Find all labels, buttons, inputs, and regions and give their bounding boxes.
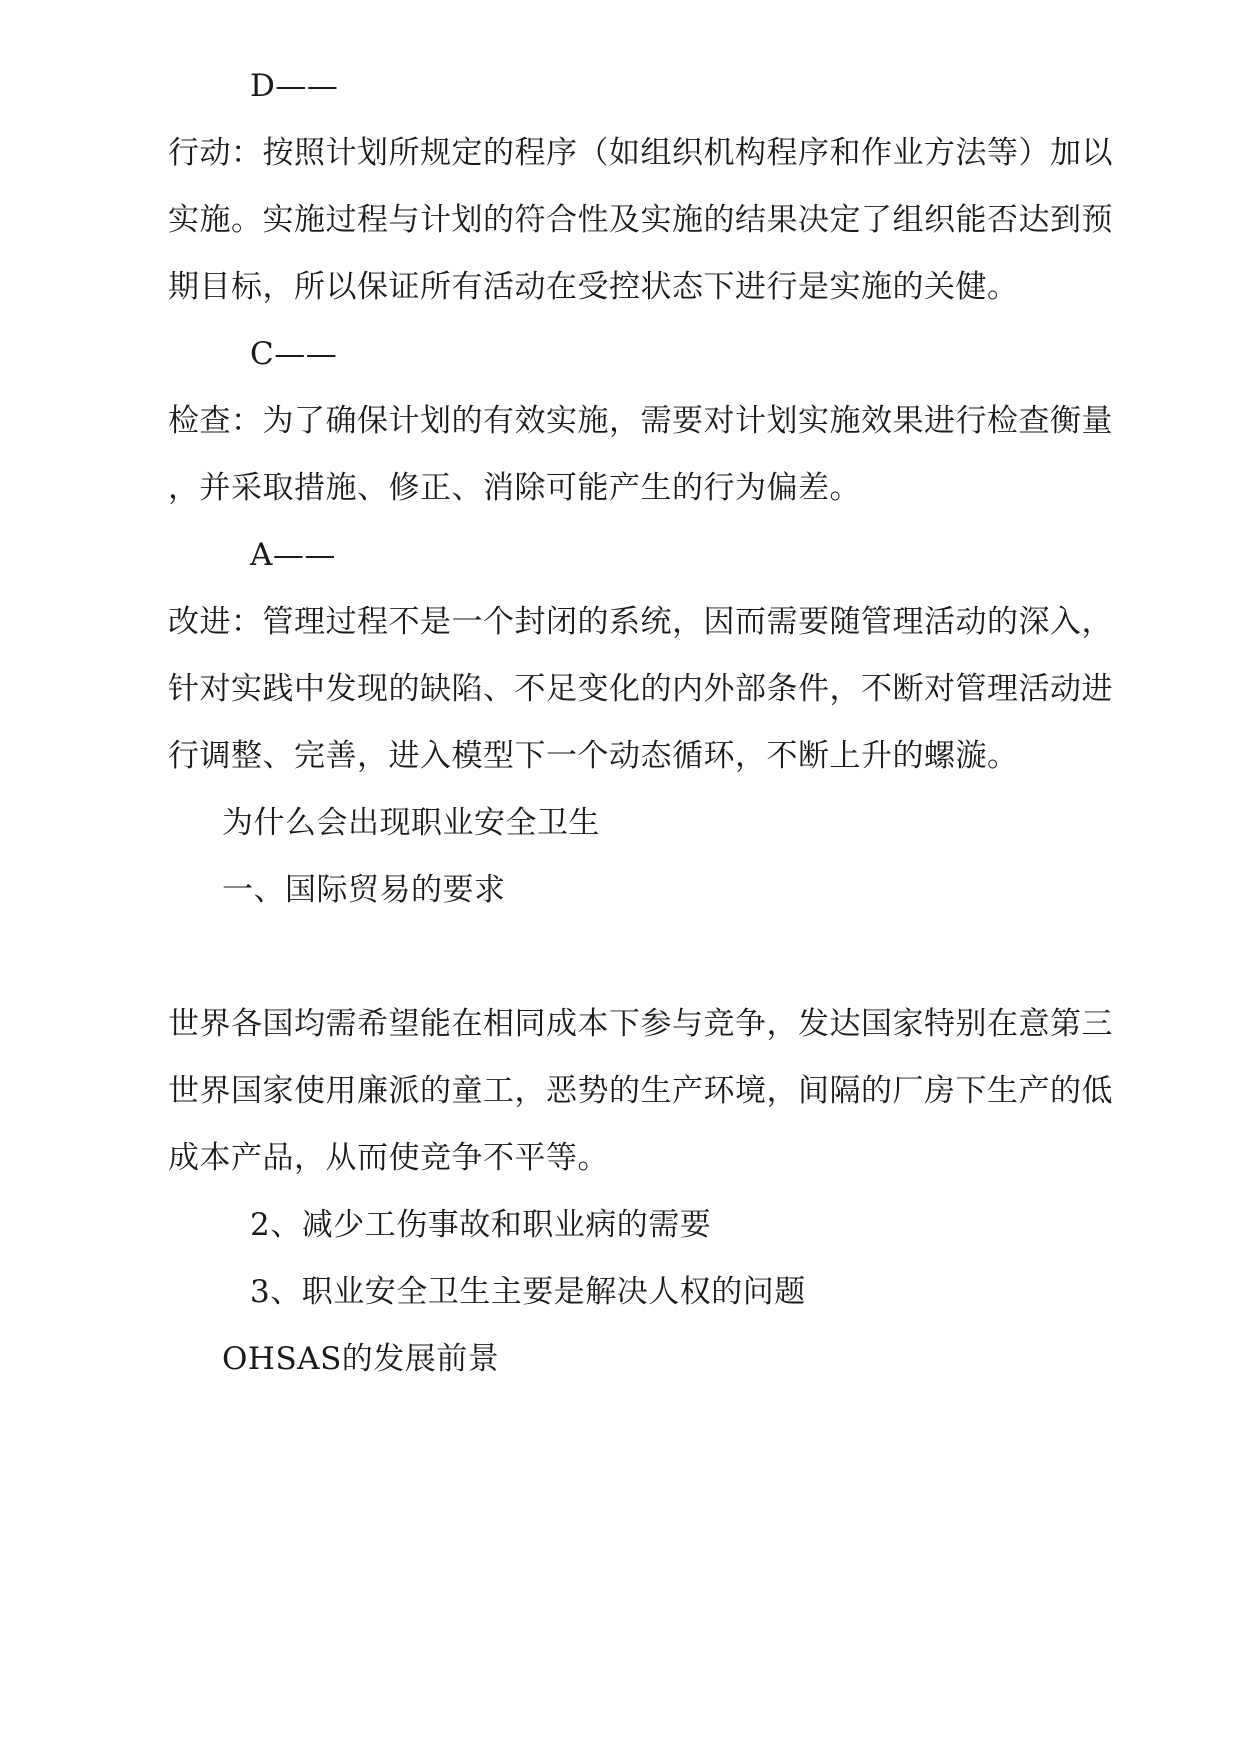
section-a-heading: A—— [250,537,336,573]
section-d-body-line-2: 实施。实施过程与计划的符合性及实施的结果决定了组织能否达到预 [168,202,1113,238]
section-a-body-line-2: 针对实践中发现的缺陷、不足变化的内外部条件，不断对管理活动进 [168,671,1113,707]
reason-1-body-line-3: 成本产品，从而使竞争不平等。 [168,1140,609,1176]
reason-1-heading: 一、国际贸易的要求 [222,872,506,908]
section-a-body-line-1: 改进：管理过程不是一个封闭的系统，因而需要随管理活动的深入， [168,604,1113,640]
section-d-heading: D—— [250,68,339,104]
section-d-body-line-1: 行动：按照计划所规定的程序（如组织机构程序和作业方法等）加以 [168,135,1113,171]
section-c-body-line-2: ，并采取措施、修正、消除可能产生的行为偏差。 [168,470,861,506]
section-a-body-line-3: 行调整、完善，进入模型下一个动态循环，不断上升的螺漩。 [168,738,1019,774]
reason-2-heading: 2、减少工伤事故和职业病的需要 [250,1207,712,1243]
section-d-body-line-3: 期目标，所以保证所有活动在受控状态下进行是实施的关健。 [168,269,1019,305]
section-c-body-line-1: 检查：为了确保计划的有效实施，需要对计划实施效果进行检查衡量 [168,403,1113,439]
why-heading: 为什么会出现职业安全卫生 [222,805,600,841]
reason-1-body-line-1: 世界各国均需希望能在相同成本下参与竞争，发达国家特别在意第三 [168,1006,1113,1042]
ohsas-heading: OHSAS的发展前景 [222,1341,500,1377]
reason-3-heading: 3、职业安全卫生主要是解决人权的问题 [250,1274,806,1310]
section-c-heading: C—— [250,336,338,372]
reason-1-body-line-2: 世界国家使用廉派的童工，恶势的生产环境，间隔的厂房下生产的低 [168,1073,1113,1109]
